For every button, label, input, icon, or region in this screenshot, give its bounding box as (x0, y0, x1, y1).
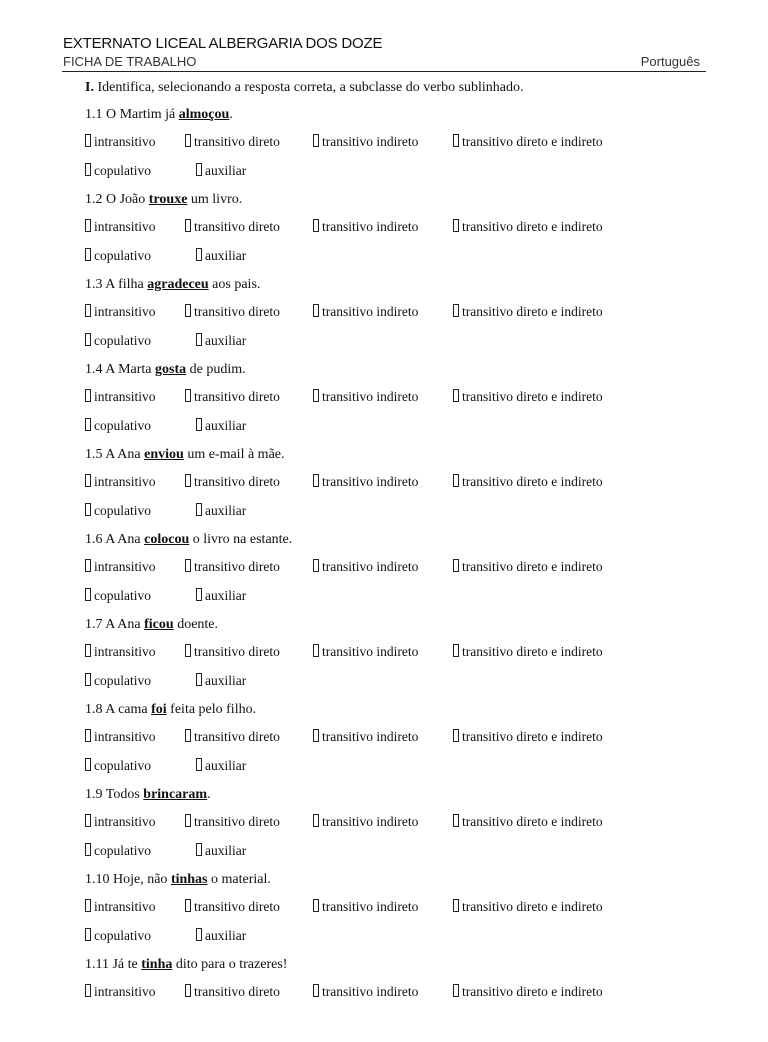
question-1-4 (85, 362, 725, 447)
option-label: auxiliar (205, 163, 247, 178)
option-label: transitivo direto (194, 644, 280, 659)
question-sentence (85, 192, 242, 208)
question-list (85, 107, 725, 1042)
checkbox-icon[interactable] (313, 304, 319, 317)
option-auxiliar[interactable] (196, 673, 246, 689)
question-number: 1.1 (85, 107, 103, 122)
underlined-verb: gosta (155, 362, 187, 377)
question-1-5 (85, 447, 725, 532)
option-copulativo[interactable] (85, 163, 151, 179)
sentence-before: Hoje, não (113, 872, 168, 887)
checkbox-icon[interactable] (185, 899, 191, 912)
option-label: transitivo indireto (322, 389, 419, 404)
option-intransitivo[interactable] (85, 389, 156, 405)
option-intransitivo[interactable] (85, 729, 156, 745)
option-transitivo-indireto[interactable] (313, 814, 418, 830)
option-copulativo[interactable] (85, 248, 151, 264)
checkbox-icon[interactable] (313, 984, 319, 997)
option-transitivo-direto-e-indireto[interactable] (453, 219, 603, 235)
checkbox-icon[interactable] (453, 389, 459, 402)
option-transitivo-indireto[interactable] (313, 304, 418, 320)
checkbox-icon[interactable] (85, 673, 91, 686)
question-1-3 (85, 277, 725, 362)
checkbox-icon[interactable] (196, 758, 202, 771)
option-transitivo-indireto[interactable] (313, 729, 418, 745)
option-label: copulativo (94, 673, 151, 688)
option-label: transitivo indireto (322, 304, 419, 319)
option-auxiliar[interactable] (196, 928, 246, 944)
sentence-after: aos pais. (212, 277, 261, 292)
option-label: intransitivo (94, 219, 156, 234)
option-label: transitivo indireto (322, 219, 419, 234)
underlined-verb: agradeceu (147, 277, 209, 292)
option-label: copulativo (94, 163, 151, 178)
question-1-7 (85, 617, 725, 702)
checkbox-icon[interactable] (313, 219, 319, 232)
option-label: intransitivo (94, 134, 156, 149)
checkbox-icon[interactable] (85, 474, 91, 487)
question-sentence (85, 957, 287, 973)
question-sentence (85, 532, 292, 548)
option-label: auxiliar (205, 928, 247, 943)
option-copulativo[interactable] (85, 843, 151, 859)
underlined-verb: tinhas (170, 872, 208, 887)
option-label: transitivo direto e indireto (462, 559, 603, 574)
checkbox-icon[interactable] (313, 729, 319, 742)
checkbox-icon[interactable] (453, 304, 459, 317)
checkbox-icon[interactable] (313, 389, 319, 402)
option-transitivo-direto[interactable] (185, 984, 280, 1000)
sentence-after: de pudim. (189, 362, 246, 377)
sentence-after: um e-mail à mãe. (187, 447, 285, 462)
option-label: transitivo direto e indireto (462, 814, 603, 829)
checkbox-icon[interactable] (185, 134, 191, 147)
instruction-text: Identifica, selecionando a resposta correta, a subclasse do verbo sublinhado. (97, 80, 524, 95)
checkbox-icon[interactable] (453, 984, 459, 997)
option-auxiliar[interactable] (196, 333, 246, 349)
instruction (85, 80, 524, 96)
checkbox-icon[interactable] (185, 729, 191, 742)
option-copulativo[interactable] (85, 503, 151, 519)
checkbox-icon[interactable] (85, 729, 91, 742)
option-transitivo-direto-e-indireto[interactable] (453, 389, 603, 405)
option-transitivo-direto[interactable] (185, 474, 280, 490)
instruction-number: I. (85, 80, 94, 95)
option-label: copulativo (94, 248, 151, 263)
sentence-before: A Ana (105, 617, 141, 632)
checkbox-icon[interactable] (185, 814, 191, 827)
option-transitivo-indireto[interactable] (313, 899, 418, 915)
option-auxiliar[interactable] (196, 418, 246, 434)
option-copulativo[interactable] (85, 333, 151, 349)
checkbox-icon[interactable] (196, 248, 202, 261)
option-auxiliar[interactable] (196, 503, 246, 519)
question-number: 1.10 (85, 872, 110, 887)
sentence-before: A filha (105, 277, 144, 292)
option-label: transitivo indireto (322, 134, 419, 149)
option-transitivo-direto-e-indireto[interactable] (453, 559, 603, 575)
checkbox-icon[interactable] (85, 928, 91, 941)
underlined-verb: ficou (144, 617, 174, 632)
sentence-before: Todos (105, 787, 140, 802)
underlined-verb: foi (151, 702, 167, 717)
option-transitivo-direto-e-indireto[interactable] (453, 474, 603, 490)
checkbox-icon[interactable] (313, 474, 319, 487)
sheet-title: FICHA DE TRABALHO (63, 54, 197, 69)
question-sentence (85, 447, 285, 463)
option-label: copulativo (94, 588, 151, 603)
checkbox-icon[interactable] (196, 673, 202, 686)
question-sentence (85, 702, 256, 718)
option-label: transitivo indireto (322, 984, 419, 999)
checkbox-icon[interactable] (453, 729, 459, 742)
question-sentence (85, 787, 211, 803)
option-transitivo-direto[interactable] (185, 389, 280, 405)
option-label: transitivo indireto (322, 559, 419, 574)
option-label: transitivo direto e indireto (462, 219, 603, 234)
question-1-9 (85, 787, 725, 872)
option-label: auxiliar (205, 843, 247, 858)
checkbox-icon[interactable] (185, 389, 191, 402)
option-label: transitivo indireto (322, 644, 419, 659)
option-label: intransitivo (94, 814, 156, 829)
option-label: transitivo direto (194, 389, 280, 404)
option-transitivo-indireto[interactable] (313, 644, 418, 660)
underlined-verb: trouxe (148, 192, 188, 207)
sentence-after: . (207, 787, 211, 802)
option-label: transitivo direto e indireto (462, 899, 603, 914)
option-intransitivo[interactable] (85, 644, 156, 660)
option-auxiliar[interactable] (196, 758, 246, 774)
option-label: transitivo direto e indireto (462, 389, 603, 404)
checkbox-icon[interactable] (453, 814, 459, 827)
option-transitivo-direto-e-indireto[interactable] (453, 134, 603, 150)
option-label: intransitivo (94, 729, 156, 744)
checkbox-icon[interactable] (453, 899, 459, 912)
option-transitivo-direto-e-indireto[interactable] (453, 814, 603, 830)
checkbox-icon[interactable] (85, 588, 91, 601)
option-label: copulativo (94, 928, 151, 943)
option-label: transitivo direto (194, 984, 280, 999)
underlined-verb: tinha (141, 957, 173, 972)
question-number: 1.4 (85, 362, 103, 377)
sentence-after: . (229, 107, 233, 122)
option-label: transitivo indireto (322, 729, 419, 744)
sentence-before: A Ana (105, 447, 141, 462)
sentence-before: A Ana (105, 532, 141, 547)
checkbox-icon[interactable] (85, 163, 91, 176)
option-transitivo-direto-e-indireto[interactable] (453, 899, 603, 915)
option-transitivo-indireto[interactable] (313, 389, 418, 405)
school-name: EXTERNATO LICEAL ALBERGARIA DOS DOZE (63, 35, 383, 52)
checkbox-icon[interactable] (185, 474, 191, 487)
question-number: 1.11 (85, 957, 109, 972)
checkbox-icon[interactable] (85, 134, 91, 147)
checkbox-icon[interactable] (85, 503, 91, 516)
option-intransitivo[interactable] (85, 814, 156, 830)
option-intransitivo[interactable] (85, 134, 156, 150)
option-label: transitivo direto e indireto (462, 644, 603, 659)
option-copulativo[interactable] (85, 758, 151, 774)
option-label: transitivo direto e indireto (462, 984, 603, 999)
checkbox-icon[interactable] (196, 503, 202, 516)
option-label: transitivo direto (194, 219, 280, 234)
question-number: 1.3 (85, 277, 103, 292)
sentence-after: dito para o trazeres! (175, 957, 288, 972)
sentence-before: Já te (112, 957, 138, 972)
question-number: 1.9 (85, 787, 103, 802)
option-label: transitivo direto (194, 474, 280, 489)
checkbox-icon[interactable] (85, 248, 91, 261)
checkbox-icon[interactable] (313, 899, 319, 912)
sentence-before: O João (106, 192, 146, 207)
option-auxiliar[interactable] (196, 163, 246, 179)
option-label: copulativo (94, 333, 151, 348)
option-auxiliar[interactable] (196, 843, 246, 859)
option-transitivo-indireto[interactable] (313, 219, 418, 235)
question-sentence (85, 277, 260, 293)
underlined-verb: brincaram (143, 787, 208, 802)
option-label: copulativo (94, 843, 151, 858)
option-copulativo[interactable] (85, 673, 151, 689)
question-number: 1.7 (85, 617, 103, 632)
sentence-before: A Marta (105, 362, 152, 377)
option-label: auxiliar (205, 333, 247, 348)
option-transitivo-direto[interactable] (185, 899, 280, 915)
option-label: transitivo direto (194, 899, 280, 914)
checkbox-icon[interactable] (453, 644, 459, 657)
option-label: transitivo indireto (322, 814, 419, 829)
option-transitivo-direto[interactable] (185, 134, 280, 150)
option-label: transitivo direto e indireto (462, 304, 603, 319)
option-label: transitivo indireto (322, 474, 419, 489)
option-label: auxiliar (205, 673, 247, 688)
option-intransitivo[interactable] (85, 304, 156, 320)
option-label: transitivo direto (194, 814, 280, 829)
option-label: copulativo (94, 758, 151, 773)
option-label: transitivo indireto (322, 899, 419, 914)
option-intransitivo[interactable] (85, 984, 156, 1000)
sentence-after: o livro na estante. (192, 532, 293, 547)
sentence-after: doente. (177, 617, 219, 632)
option-transitivo-direto[interactable] (185, 559, 280, 575)
checkbox-icon[interactable] (313, 644, 319, 657)
question-1-1 (85, 107, 725, 192)
option-label: intransitivo (94, 899, 156, 914)
option-transitivo-direto[interactable] (185, 729, 280, 745)
option-label: transitivo direto e indireto (462, 134, 603, 149)
subject-label: Português (640, 54, 700, 69)
checkbox-icon[interactable] (196, 843, 202, 856)
header-divider (62, 71, 706, 72)
option-transitivo-indireto[interactable] (313, 559, 418, 575)
option-intransitivo[interactable] (85, 474, 156, 490)
option-copulativo[interactable] (85, 418, 151, 434)
option-transitivo-direto[interactable] (185, 814, 280, 830)
checkbox-icon[interactable] (85, 644, 91, 657)
option-label: intransitivo (94, 984, 156, 999)
checkbox-icon[interactable] (85, 814, 91, 827)
checkbox-icon[interactable] (85, 758, 91, 771)
checkbox-icon[interactable] (196, 928, 202, 941)
option-auxiliar[interactable] (196, 248, 246, 264)
option-label: transitivo direto e indireto (462, 474, 603, 489)
option-intransitivo[interactable] (85, 899, 156, 915)
option-copulativo[interactable] (85, 928, 151, 944)
option-label: auxiliar (205, 588, 247, 603)
checkbox-icon[interactable] (85, 984, 91, 997)
option-label: intransitivo (94, 474, 156, 489)
checkbox-icon[interactable] (313, 814, 319, 827)
checkbox-icon[interactable] (85, 418, 91, 431)
question-number: 1.6 (85, 532, 103, 547)
sentence-after: o material. (211, 872, 271, 887)
option-label: copulativo (94, 503, 151, 518)
option-label: auxiliar (205, 418, 247, 433)
checkbox-icon[interactable] (313, 134, 319, 147)
option-transitivo-direto-e-indireto[interactable] (453, 304, 603, 320)
checkbox-icon[interactable] (85, 304, 91, 317)
underlined-verb: enviou (144, 447, 184, 462)
option-label: auxiliar (205, 758, 247, 773)
option-transitivo-direto-e-indireto[interactable] (453, 644, 603, 660)
question-sentence (85, 617, 218, 633)
question-1-8 (85, 702, 725, 787)
checkbox-icon[interactable] (196, 333, 202, 346)
question-sentence (85, 362, 246, 378)
option-intransitivo[interactable] (85, 559, 156, 575)
checkbox-icon[interactable] (196, 163, 202, 176)
option-label: copulativo (94, 418, 151, 433)
question-1-11 (85, 957, 725, 1042)
checkbox-icon[interactable] (85, 899, 91, 912)
question-sentence (85, 872, 271, 888)
checkbox-icon[interactable] (185, 644, 191, 657)
option-label: auxiliar (205, 503, 247, 518)
option-label: intransitivo (94, 559, 156, 574)
option-transitivo-direto[interactable] (185, 644, 280, 660)
underlined-verb: colocou (144, 532, 190, 547)
option-label: transitivo direto (194, 134, 280, 149)
checkbox-icon[interactable] (185, 559, 191, 572)
option-label: transitivo direto (194, 729, 280, 744)
checkbox-icon[interactable] (85, 843, 91, 856)
option-transitivo-direto-e-indireto[interactable] (453, 984, 603, 1000)
question-1-2 (85, 192, 725, 277)
checkbox-icon[interactable] (453, 559, 459, 572)
sentence-before: O Martim já (106, 107, 176, 122)
question-1-10 (85, 872, 725, 957)
checkbox-icon[interactable] (453, 474, 459, 487)
option-transitivo-direto[interactable] (185, 304, 280, 320)
question-number: 1.5 (85, 447, 103, 462)
checkbox-icon[interactable] (185, 984, 191, 997)
option-label: intransitivo (94, 304, 156, 319)
option-transitivo-indireto[interactable] (313, 984, 418, 1000)
checkbox-icon[interactable] (185, 219, 191, 232)
option-transitivo-direto-e-indireto[interactable] (453, 729, 603, 745)
underlined-verb: almoçou (178, 107, 230, 122)
option-transitivo-indireto[interactable] (313, 134, 418, 150)
option-auxiliar[interactable] (196, 588, 246, 604)
option-label: transitivo direto (194, 304, 280, 319)
checkbox-icon[interactable] (453, 134, 459, 147)
checkbox-icon[interactable] (196, 418, 202, 431)
question-1-6 (85, 532, 725, 617)
option-label: auxiliar (205, 248, 247, 263)
option-label: intransitivo (94, 644, 156, 659)
checkbox-icon[interactable] (453, 219, 459, 232)
option-label: intransitivo (94, 389, 156, 404)
checkbox-icon[interactable] (196, 588, 202, 601)
sentence-after: um livro. (190, 192, 243, 207)
checkbox-icon[interactable] (85, 559, 91, 572)
sentence-before: A cama (105, 702, 148, 717)
question-sentence (85, 107, 233, 123)
question-number: 1.8 (85, 702, 103, 717)
checkbox-icon[interactable] (185, 304, 191, 317)
checkbox-icon[interactable] (313, 559, 319, 572)
option-intransitivo[interactable] (85, 219, 156, 235)
option-transitivo-direto[interactable] (185, 219, 280, 235)
sentence-after: feita pelo filho. (170, 702, 257, 717)
option-label: transitivo direto e indireto (462, 729, 603, 744)
option-transitivo-indireto[interactable] (313, 474, 418, 490)
checkbox-icon[interactable] (85, 219, 91, 232)
checkbox-icon[interactable] (85, 333, 91, 346)
checkbox-icon[interactable] (85, 389, 91, 402)
question-number: 1.2 (85, 192, 103, 207)
option-copulativo[interactable] (85, 588, 151, 604)
option-label: transitivo direto (194, 559, 280, 574)
